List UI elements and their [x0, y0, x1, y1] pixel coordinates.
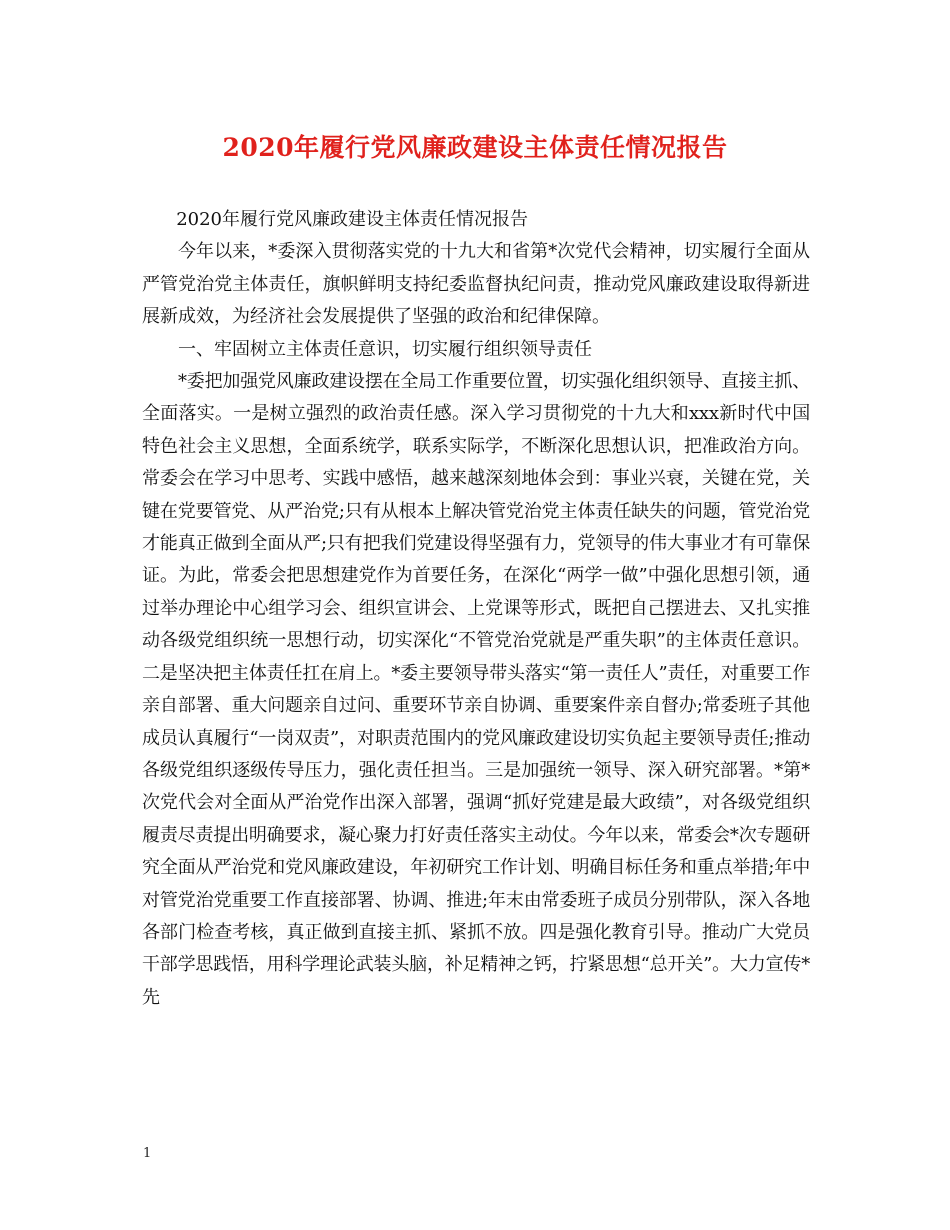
- intro-paragraph: 今年以来，*委深入贯彻落实党的十九大和省第*次党代会精神，切实履行全面从严管党治党主体责任，旗帜鲜明支持纪委监督执纪问责，推动党风廉政建设取得新进展新成效，为经济社会发展提供了坚强的政治和纪律保障。: [142, 241, 810, 328]
- document-body: [142, 204, 810, 1014]
- subtitle-paragraph: 2020年履行党风廉政建设主体责任情况报告: [176, 209, 528, 230]
- page-number: 1: [143, 1146, 152, 1161]
- body-paragraph: *委把加强党风廉政建设摆在全局工作重要位置，切实强化组织领导、直接主抓、全面落实。一是树立强烈的政治责任感。深入学习贯彻党的十九大和xxx新时代中国特色社会主义思想，全面系统学，联系实际学，不断深化思想认识，把准政治方向。常委会在学习中思考、实践中感悟，越来越深刻地体会到：事业兴衰，关键在党，关键在党要管党、从严治党;只有从根本上解决管党治党主体责任缺失的问题，管党治党才能真正做到全面从严;只有把我们党建设得坚强有力，党领导的伟大事业才有可靠保证。为此，常委会把思想建党作为首要任务，在深化“两学一做”中强化思想引领，通过举办理论中心组学习会、组织宣讲会、上党课等形式，既把自己摆进去、又扎实推动各级党组织统一思想行动，切实深化“不管党治党就是严重失职”的主体责任意识。二是坚决把主体责任扛在肩上。*委主要领导带头落实“第一责任人”责任，对重要工作亲自部署、重大问题亲自过问、重要环节亲自协调、重要案件亲自督办;常委班子其他成员认真履行“一岗双责”，对职责范围内的党风廉政建设切实负起主要领导责任;推动各级党组织逐级传导压力，强化责任担当。三是加强统一领导、深入研究部署。*第*次党代会对全面从严治党作出深入部署，强调“抓好党建是最大政绩”，对各级党组织履责尽责提出明确要求，凝心聚力打好责任落实主动仗。今年以来，常委会*次专题研究全面从严治党和党风廉政建设，年初研究工作计划、明确目标任务和重点举措;年中对管党治党重要工作直接部署、协调、推进;年末由常委班子成员分别带队，深入各地各部门检查考核，真正做到直接主抓、紧抓不放。四是强化教育引导。推动广大党员干部学思践悟，用科学理论武装头脑，补足精神之钙，拧紧思想“总开关”。大力宣传*先: [142, 371, 810, 1008]
- document-title: 2020年履行党风廉政建设主体责任情况报告: [222, 133, 728, 162]
- section-heading: 一、牢固树立主体责任意识，切实履行组织领导责任: [178, 338, 592, 360]
